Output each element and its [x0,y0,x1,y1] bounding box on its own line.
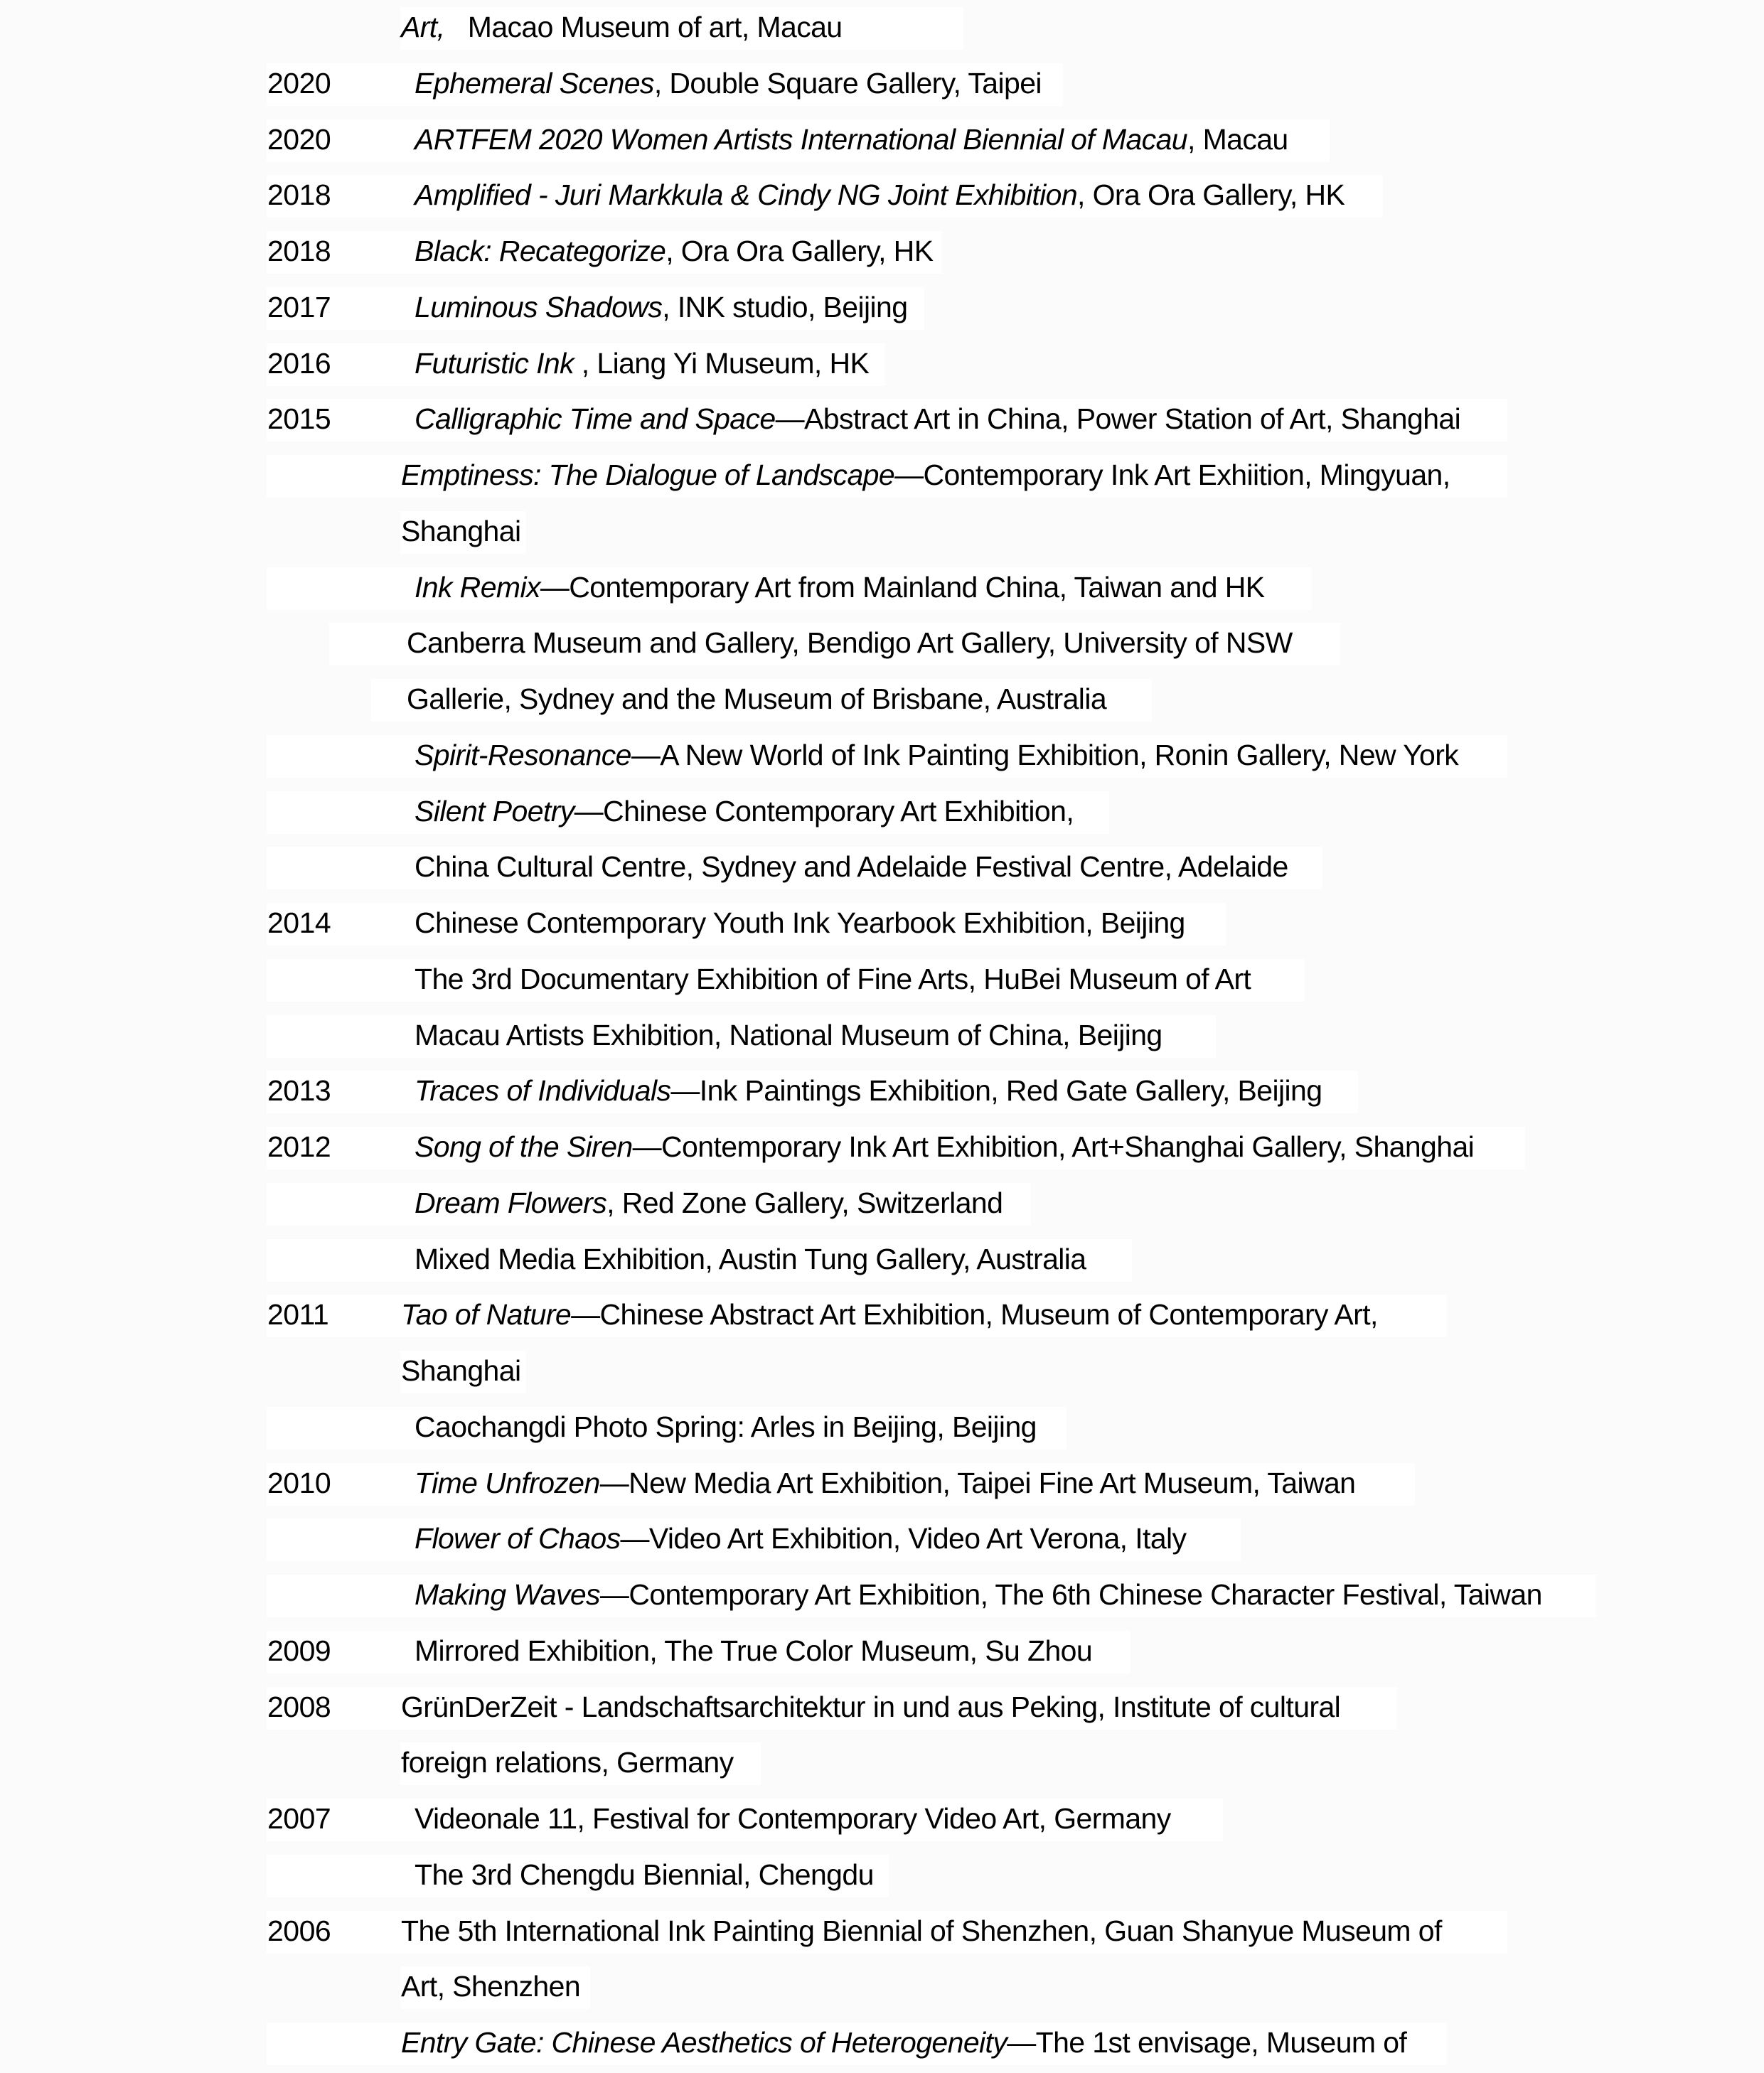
exhibition-year: 2008 [267,1690,331,1723]
exhibition-entry [415,901,1185,944]
exhibition-venue: Caochangdi Photo Spring: Arles in Beijing, Beijing [415,1410,1037,1443]
exhibition-entry [415,230,933,272]
exhibition-title: Tao of Nature [401,1298,572,1332]
exhibition-title: Dream Flowers [415,1186,607,1219]
exhibition-venue: Gallerie, Sydney and the Museum of Brisbane, Australia [407,682,1107,715]
exhibition-row [0,504,1764,560]
exhibition-row [0,1568,1764,1624]
exhibition-row [0,448,1764,504]
exhibition-year: 2017 [267,290,331,323]
exhibition-venue: Art, Shenzhen [401,1970,581,2003]
exhibition-entry [415,1853,874,1896]
exhibition-title: Black: Recategorize [415,235,666,267]
exhibition-row [0,1791,1764,1848]
exhibition-title: Spirit-Resonance [415,738,631,771]
exhibition-row [0,616,1764,672]
exhibition-venue: , INK studio, Beijing [662,290,908,323]
exhibition-entry [401,1741,734,1784]
exhibition-title: Ink Remix [415,570,540,604]
exhibition-row [0,1232,1764,1288]
exhibition-venue: —The 1st envisage, Museum of [1007,2026,1407,2059]
exhibition-venue: , Red Zone Gallery, Switzerland [606,1186,1003,1219]
exhibition-row [0,112,1764,168]
exhibition-row [0,1064,1764,1120]
exhibition-entry [415,1797,1171,1840]
exhibition-year: 2015 [267,402,331,436]
exhibition-venue: —Video Art Exhibition, Video Art Verona, Italy [620,1522,1187,1555]
exhibition-venue: Chinese Contemporary Youth Ink Yearbook Exhibition, Beijing [415,906,1185,939]
exhibition-entry [415,1238,1086,1280]
exhibition-row [0,1008,1764,1064]
exhibition-row [0,1400,1764,1456]
exhibition-venue: Canberra Museum and Gallery, Bendigo Art Gallery, University of NSW [407,626,1293,660]
exhibition-venue: Shanghai [401,514,521,547]
exhibition-venue: —Contemporary Art Exhibition, The 6th Chinese Character Festival, Taiwan [599,1578,1542,1611]
exhibition-venue: Macau Artists Exhibition, National Museum of China, Beijing [415,1018,1162,1051]
exhibition-row [0,1735,1764,1791]
exhibition-row [0,2015,1764,2072]
exhibition-entry [415,1125,1474,1168]
exhibition-venue: —Abstract Art in China, Power Station of Art, Shanghai [775,402,1461,436]
exhibition-row [0,728,1764,784]
exhibition-year: 2010 [267,1466,331,1499]
exhibition-row [0,672,1764,728]
exhibition-year: 2018 [267,178,331,212]
exhibition-title: Luminous Shadows [415,290,663,323]
exhibition-row [0,840,1764,896]
exhibition-entry [415,62,1042,105]
exhibition-entry [401,1965,580,2008]
exhibition-row [0,224,1764,280]
exhibition-title: Making Waves [415,1578,600,1611]
exhibition-entry [407,621,1293,664]
exhibition-venue: Mirrored Exhibition, The True Color Museum, Su Zhou [415,1634,1093,1667]
exhibition-title: Entry Gate: Chinese Aesthetics of Heterogeneity [401,2026,1007,2059]
exhibition-entry [401,510,520,552]
exhibition-row [0,392,1764,448]
exhibition-entry [415,790,1074,832]
exhibition-year: 2020 [267,122,331,156]
exhibition-year: 2016 [267,346,331,380]
exhibition-year: 2013 [267,1074,331,1108]
exhibition-title: Art, [401,11,445,43]
exhibition-title: Calligraphic Time and Space [415,402,776,436]
exhibition-title: ARTFEM 2020 Women Artists International Biennial of Macau [415,122,1187,156]
exhibition-entry [415,734,1458,776]
exhibition-entry [415,566,1264,609]
exhibition-venue: The 3rd Documentary Exhibition of Fine Arts, HuBei Museum of Art [415,962,1251,995]
exhibition-row [0,952,1764,1008]
exhibition-year: 2018 [267,235,331,267]
exhibition-title: Amplified - Juri Markkula & Cindy NG Joint Exhibition [415,178,1078,212]
exhibition-year: 2007 [267,1802,331,1835]
exhibition-title: Flower of Chaos [415,1522,621,1555]
exhibition-venue: , Ora Ora Gallery, HK [665,235,934,267]
exhibition-entry [415,397,1460,440]
exhibition-entry [415,1573,1542,1616]
exhibition-entry [415,1629,1092,1672]
exhibition-venue: Mixed Media Exhibition, Austin Tung Gallery, Australia [415,1242,1086,1275]
exhibition-title: Futuristic Ink [415,346,574,380]
exhibition-title: Song of the Siren [415,1130,633,1163]
exhibition-venue: China Cultural Centre, Sydney and Adelaide Festival Centre, Adelaide [415,850,1288,884]
exhibition-venue: The 5th International Ink Painting Biennial of Shenzhen, Guan Shanyue Museum of [401,1914,1442,1947]
exhibition-venue: , Double Square Gallery, Taipei [653,66,1042,100]
exhibition-row [0,560,1764,616]
exhibition-row [0,1624,1764,1680]
exhibition-venue: , Macau [1187,122,1288,156]
exhibition-venue: —Contemporary Art from Mainland China, Taiwan and HK [540,570,1265,604]
exhibition-title: Emptiness: The Dialogue of Landscape [401,459,895,491]
exhibition-entry [415,958,1251,1000]
exhibition-venue: The 3rd Chengdu Biennial, Chengdu [415,1858,874,1891]
exhibition-title: Ephemeral Scenes [415,66,654,100]
exhibition-year: 2011 [267,1298,329,1332]
exhibition-venue: Videonale 11, Festival for Contemporary Video Art, Germany [415,1802,1171,1835]
exhibition-venue: —Contemporary Ink Art Exhiition, Mingyuan, [894,459,1450,491]
exhibition-entry [401,454,1450,496]
exhibition-entry [415,173,1345,216]
exhibition-entry [415,845,1288,888]
exhibition-entry [401,1686,1340,1728]
exhibition-row [0,0,1764,56]
exhibition-entry [401,1293,1378,1336]
exhibition-row [0,1680,1764,1736]
exhibition-venue: GrünDerZeit - Landschaftsarchitektur in und aus Peking, Institute of cultural [401,1690,1341,1723]
exhibition-year: 2012 [267,1130,331,1163]
exhibition-row [0,56,1764,112]
exhibition-venue: —Contemporary Ink Art Exhibition, Art+Shanghai Gallery, Shanghai [632,1130,1475,1163]
exhibition-venue: —A New World of Ink Painting Exhibition, Ronin Gallery, New York [631,738,1459,771]
exhibition-year: 2020 [267,66,331,100]
exhibition-row [0,1287,1764,1344]
exhibition-entry [415,286,907,328]
exhibition-venue: Shanghai [401,1354,521,1387]
exhibition-entry [415,1405,1037,1448]
exhibition-year: 2009 [267,1634,331,1667]
exhibition-title: Time Unfrozen [415,1466,600,1499]
exhibition-year: 2014 [267,906,331,939]
exhibition-entry [401,6,843,48]
exhibition-row [0,280,1764,336]
exhibition-entry [415,1069,1322,1112]
exhibition-row [0,1456,1764,1512]
exhibition-venue: —Chinese Contemporary Art Exhibition, [574,794,1074,827]
exhibition-venue: Macao Museum of art, Macau [444,11,843,43]
exhibition-row [0,784,1764,840]
exhibition-venue: —Chinese Abstract Art Exhibition, Museum of Contemporary Art, [571,1298,1378,1332]
exhibition-venue: , Ora Ora Gallery, HK [1077,178,1345,212]
exhibition-row [0,336,1764,392]
exhibition-row [0,1904,1764,1960]
exhibition-year: 2006 [267,1914,331,1947]
exhibition-row [0,896,1764,952]
exhibition-venue: —New Media Art Exhibition, Taipei Fine Art Museum, Taiwan [599,1466,1356,1499]
exhibition-entry [415,118,1288,161]
exhibition-row [0,1959,1764,2015]
exhibition-entry [415,342,869,385]
exhibition-entry [401,2021,1406,2064]
exhibition-row [0,1120,1764,1176]
exhibition-title: Traces of Individuals [415,1074,671,1108]
exhibition-row [0,168,1764,224]
exhibition-entry [407,677,1106,720]
exhibition-venue: —Ink Paintings Exhibition, Red Gate Gallery, Beijing [670,1074,1322,1108]
exhibition-row [0,1344,1764,1400]
exhibition-entry [415,1462,1355,1504]
exhibition-entry [401,1909,1442,1952]
exhibition-entry [415,1014,1162,1056]
exhibition-venue: foreign relations, Germany [401,1746,734,1779]
exhibition-row [0,1176,1764,1232]
exhibition-entry [415,1517,1186,1560]
exhibition-row [0,1848,1764,1904]
exhibition-title: Silent Poetry [415,794,574,827]
exhibition-entry [415,1182,1003,1224]
exhibition-row [0,1511,1764,1568]
exhibition-venue: , Liang Yi Museum, HK [574,346,870,380]
exhibition-entry [401,1349,520,1392]
